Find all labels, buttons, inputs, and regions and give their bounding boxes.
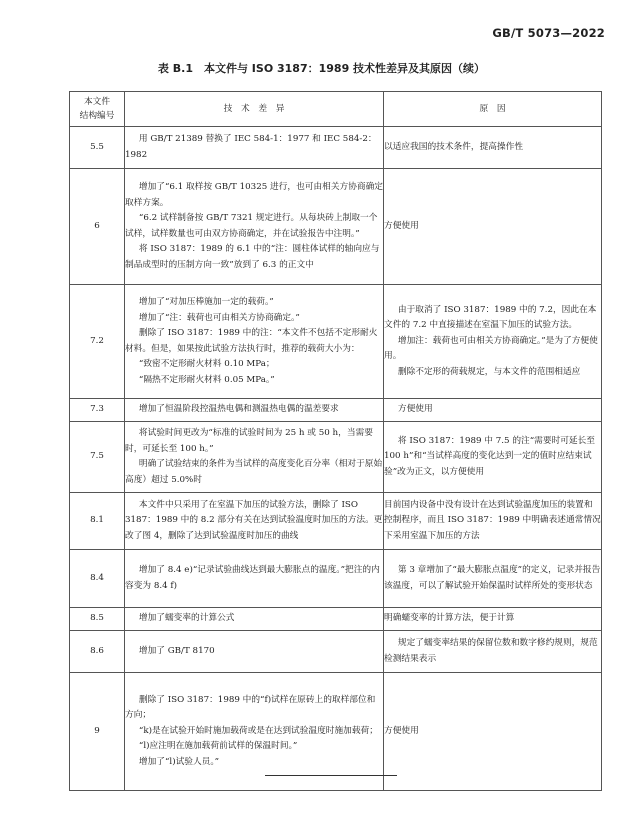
row-technical-difference xyxy=(125,422,384,493)
table-row xyxy=(70,399,602,422)
row-technical-difference xyxy=(125,285,384,399)
difference-paragraph: 增加了“6.1 取样按 GB/T 10325 进行，也可由相关方协商确定取样方案。 xyxy=(125,182,383,208)
row-structure-number: 7.3 xyxy=(70,399,125,422)
row-structure-number: 8.1 xyxy=(70,493,125,550)
row-reason xyxy=(384,399,602,422)
difference-paragraph: 用 GB/T 21389 替换了 IEC 584-1：1977 和 IEC 584-2：1982 xyxy=(125,134,377,160)
row-reason xyxy=(384,608,602,631)
header-reason: 原 因 xyxy=(384,92,602,127)
difference-paragraph: 将 ISO 3187：1989 的 6.1 中的“注：圆柱体试样的轴向应与制品成型时的压制方向一致”放到了 6.3 的正文中 xyxy=(125,244,380,270)
reason-paragraph: 由于取消了 ISO 3187：1989 中的 7.2，因此在本文件的 7.2 中直接描述在室温下加压的试验方法。 xyxy=(384,304,597,331)
row-structure-number: 8.6 xyxy=(70,631,125,673)
difference-paragraph: “l)应注明在施加载荷前试样的保温时间。” xyxy=(138,741,298,752)
difference-paragraph: 删除了 ISO 3187：1989 中的注：“本文件不包括不定形耐火材料。但是，如果按此试验方法执行时，推荐的载荷大小为： xyxy=(125,328,378,354)
difference-paragraph: “隔热不定形耐火材料 0.05 MPa。” xyxy=(138,374,275,385)
table-row xyxy=(70,608,602,631)
reason-paragraph: 删除不定形的荷载规定，与本文件的范围相适应 xyxy=(397,366,581,377)
table-header-row xyxy=(70,92,602,127)
row-reason xyxy=(384,673,602,791)
reason-paragraph: 增加注：载荷也可由相关方协商确定。”是为了方便使用。 xyxy=(384,335,598,362)
row-reason xyxy=(384,422,602,493)
table-row xyxy=(70,285,602,399)
table-row xyxy=(70,422,602,493)
row-reason xyxy=(384,169,602,285)
row-structure-number: 8.4 xyxy=(70,550,125,608)
row-technical-difference xyxy=(125,608,384,631)
row-reason xyxy=(384,550,602,608)
reason-paragraph: 第 3 章增加了“最大膨胀点温度”的定义，记录并报告该温度，可以了解试验开始保温时试样所处的变形状态 xyxy=(384,565,601,591)
header-structure-number: 本文件 结构编号 xyxy=(70,92,125,127)
reason-paragraph: 将 ISO 3187：1989 中 7.5 的注“需要时可延长至 100 h”和“当试样高度的变化达到一定的值时应结束试验”改为正文，以方便使用 xyxy=(384,435,595,477)
table-row xyxy=(70,127,602,169)
difference-paragraph: 本文件中只采用了在室温下加压的试验方法，删除了 ISO 3187：1989 中的 8.2 部分有关在达到试验温度时加压的方法。更改了图 4，删除了达到试验温度时加压的曲线 xyxy=(125,499,383,541)
row-structure-number: 7.2 xyxy=(70,285,125,399)
table-row xyxy=(70,550,602,608)
reason-paragraph: 规定了蠕变率结果的保留位数和数字修约规则，规范检测结果表示 xyxy=(384,638,598,664)
row-structure-number: 5.5 xyxy=(70,127,125,169)
difference-paragraph: “k)是在试验开始时施加载荷或是在达到试验温度时施加载荷； xyxy=(138,725,378,736)
table-row xyxy=(70,169,602,285)
footer-rule xyxy=(265,775,397,776)
row-technical-difference xyxy=(125,169,384,285)
difference-paragraph: 增加了“对加压棒施加一定的载荷。” xyxy=(138,297,274,307)
table-row xyxy=(70,673,602,791)
table-row xyxy=(70,493,602,550)
row-technical-difference xyxy=(125,631,384,673)
difference-paragraph: “致密不定形耐火材料 0.10 MPa； xyxy=(138,359,275,369)
difference-paragraph: 删除了 ISO 3187：1989 中的“f)试样在原砖上的取样部位和方向； xyxy=(125,694,376,721)
reason-paragraph: 方便使用 xyxy=(397,404,433,415)
row-structure-number: 9 xyxy=(70,673,125,791)
difference-paragraph: 增加了恒温阶段控温热电偶和测温热电偶的温差要求 xyxy=(138,404,339,415)
reason-paragraph: 方便使用 xyxy=(384,220,419,231)
difference-paragraph: 增加了 8.4 e)“记录试验曲线达到最大膨胀点的温度。”把注的内容变为 8.4 f) xyxy=(125,565,380,591)
difference-paragraph: 增加了“l)试验人员。” xyxy=(138,756,220,767)
reason-paragraph: 以适应我国的技术条件，提高操作性 xyxy=(384,141,523,152)
table-caption: 表 B.1 本文件与 ISO 3187：1989 技术性差异及其原因（续） xyxy=(157,62,486,75)
difference-paragraph: 增加了蠕变率的计算公式 xyxy=(138,613,235,624)
row-reason xyxy=(384,493,602,550)
row-structure-number: 8.5 xyxy=(70,608,125,631)
difference-paragraph: 将试验时间更改为“标准的试验时间为 25 h 或 50 h，当需要时，可延长至 100 h。” xyxy=(125,428,373,454)
row-reason xyxy=(384,127,602,169)
reason-paragraph: 目前国内设备中没有设计在达到试验温度加压的装置和控制程序，而且 ISO 3187：1989 中明确表述通常情况下采用室温下加压的方法 xyxy=(384,499,601,541)
difference-paragraph: 增加了“注：载荷也可由相关方协商确定。” xyxy=(138,312,300,323)
row-reason xyxy=(384,285,602,399)
reason-paragraph: 明确蠕变率的计算方法，便于计算 xyxy=(384,613,515,624)
row-reason xyxy=(384,631,602,673)
difference-paragraph: “6.2 试样制备按 GB/T 7321 规定进行。从每块砖上制取一个试样，试样数量也可由双方协商确定，并在试验报告中注明。” xyxy=(125,213,378,239)
reason-paragraph: 方便使用 xyxy=(384,725,419,736)
header-technical-difference: 技 术 差 异 xyxy=(125,92,384,127)
difference-paragraph: 明确了试验结束的条件为当试样的高度变化百分率（相对于原始高度）超过 5.0%时 xyxy=(125,459,383,485)
standard-number: GB/T 5073—2022 xyxy=(492,26,605,40)
row-technical-difference xyxy=(125,493,384,550)
difference-paragraph: 增加了 GB/T 8170 xyxy=(138,645,215,656)
table-row xyxy=(70,631,602,673)
row-structure-number: 7.5 xyxy=(70,422,125,493)
row-technical-difference xyxy=(125,127,384,169)
row-technical-difference xyxy=(125,399,384,422)
row-technical-difference xyxy=(125,550,384,608)
row-structure-number: 6 xyxy=(70,169,125,285)
technical-differences-table xyxy=(69,91,602,791)
row-technical-difference xyxy=(125,673,384,791)
